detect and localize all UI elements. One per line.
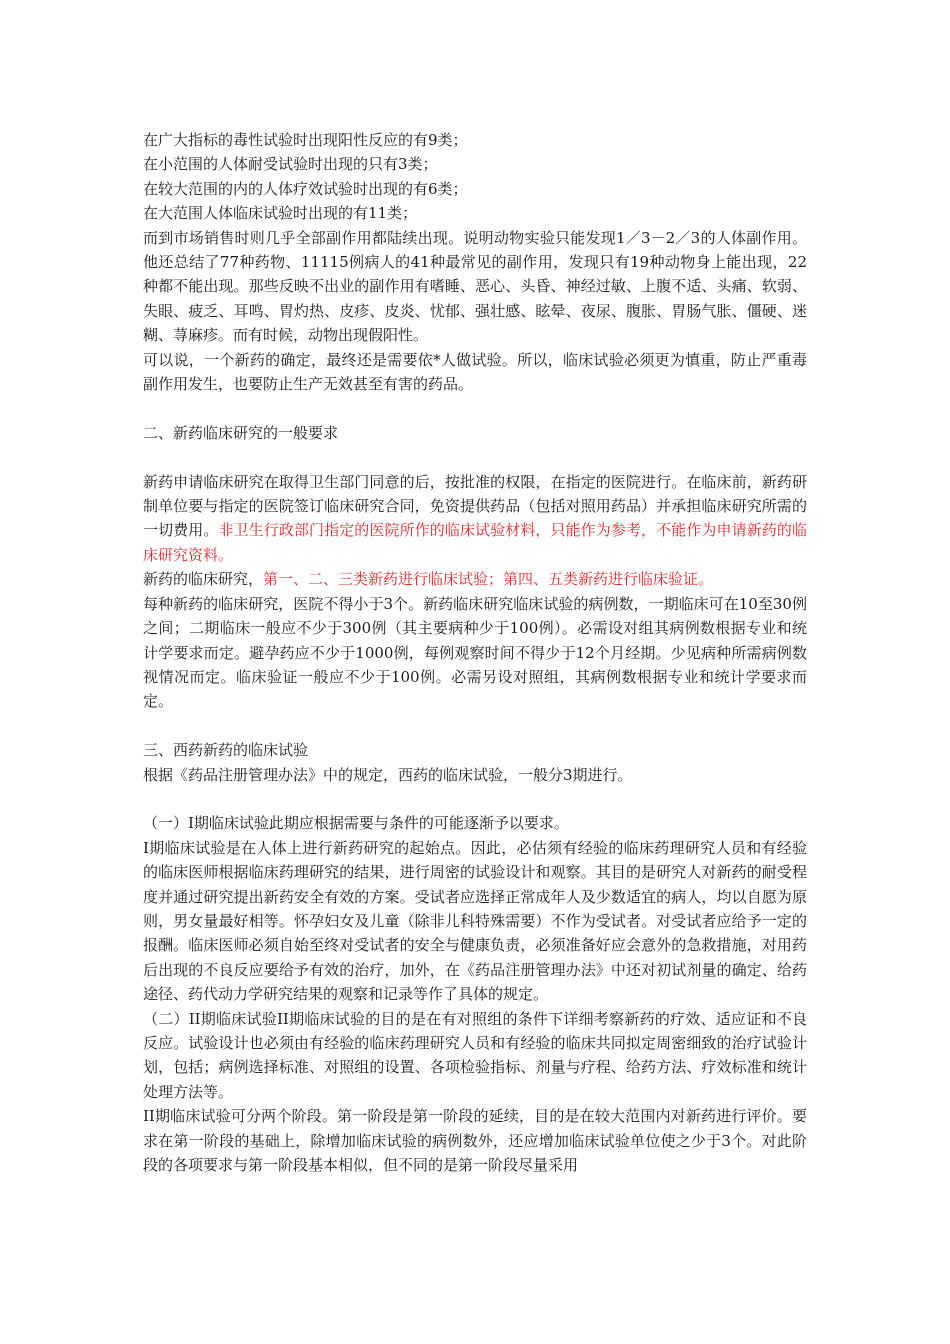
paragraph: 可以说，一个新药的确定，最终还是需要依*人做试验。所以，临床试验必须更为慎重，防止严重毒副作用发生，也要防止生产无效甚至有害的药品。 bbox=[143, 350, 807, 394]
blank-line bbox=[143, 787, 807, 811]
paragraph: I期临床试验是在人体上进行新药研究的起始点。因此，必估须有经验的临床药理研究人员和有经验的临床医师根据临床药理研究的结果，进行周密的试验设计和观察。其目的是研究人对新药的耐受程度并通过研究提出新药安全有效的方案。受试者应选择正常成年人及少数适宜的病人，均以自愿为原则，男女量最好相等。怀孕妇女及儿童（除非儿科特殊需要）不作为受试者。对受试者应给予一定的报酬。临床医师必须自始至终对受试者的安全与健康负责，必须准备好应会意外的急救措施，对用药后出现的不良反应要给予有效的治疗，加外，在《药品注册管理办法》中还对初试剂量的确定、给药途径、药代动力学研究结果的观察和记录等作了具体的规定。 bbox=[143, 838, 807, 1004]
paragraph: 根据《药品注册管理办法》中的规定，西药的临床试验，一般分3期进行。 bbox=[143, 765, 633, 784]
blank-line bbox=[143, 714, 807, 738]
text-run: 新药的临床研究， bbox=[143, 570, 264, 589]
paragraph: （二）II期临床试验II期临床试验的目的是在有对照组的条件下详细考察新药的疗效、适应证和不良反应。试验设计也必须由有经验的临床药理研究人员和有经验的临床共同拟定周密细致的治疗试验计划，包括；病例选择标准、对照组的设置、各项检验指标、剂量与疗程、给药方法、疗效标准和统计处理方法等。 bbox=[143, 1009, 807, 1101]
highlighted-text: 非卫生行政部门指定的医院所作的临床试验材料，只能作为参考，不能作为申请新药的临床研究资料。 bbox=[143, 521, 807, 564]
paragraph: 在广大指标的毒性试验时出现阳性反应的有9类； bbox=[143, 131, 468, 149]
highlighted-text: 第一、二、三类新药进行临床试验；第四、五类新药进行临床验证。 bbox=[263, 570, 714, 589]
document-body bbox=[143, 128, 807, 1177]
blank-line bbox=[143, 445, 807, 469]
section-heading: 三、西药新药的临床试验 bbox=[143, 741, 309, 760]
paragraph bbox=[143, 567, 807, 591]
paragraph: 在小范围的人体耐受试验时出现的只有3类； bbox=[143, 155, 438, 174]
paragraph bbox=[143, 470, 807, 568]
paragraph: II期临床试验可分两个阶段。第一阶段是第一阶段的延续，目的是在较大范围内对新药进行评价。要求在第一阶段的基础上，除增加临床试验的病例数外，还应增加临床试验单位使之少于3个。对此阶段的各项要求与第一阶段基本相似，但不同的是第一阶段尽量采用 bbox=[143, 1107, 807, 1174]
text-run: 新药申请临床研究在取得卫生部门同意的后，按批准的权限，在指定的医院进行。在临床前，新药研制单位要与指定的医院签订临床研究合同，免资提供药品（包括对照用药品）并承担临床研究所需的一切费用。 bbox=[143, 472, 807, 540]
section-heading: 二、新药临床研究的一般要求 bbox=[143, 423, 339, 442]
paragraph: 每种新药的临床研究，医院不得小于3个。新药临床研究临床试验的病例数，一期临床可在10至30例之间；二期临床一般应不少于300例（其主要病种少于100例）。必需设对组其病例数根据专业和统计学要求而定。避孕药应不少于1000例，每例观察时间不得少于12个月经期。少见病种所需病例数视情况而定。临床验证一般应不少于100例。必需另设对照组，其病例数根据专业和统计学要求而定。 bbox=[143, 594, 807, 711]
subsection-heading: （一）I期临床试验此期应根据需要与条件的可能逐渐予以要求。 bbox=[143, 814, 569, 833]
paragraph: 在大范围人体临床试验时出现的有11类； bbox=[143, 204, 418, 223]
blank-line bbox=[143, 396, 807, 420]
paragraph: 而到市场销售时则几乎全部副作用都陆续出现。说明动物实验只能发现1／3－2／3的人体副作用。他还总结了77种药物、11115例病人的41种最常见的副作用，发现只有19种动物身上能出现，22种都不能出现。那些反映不出业的副作用有嗜睡、恶心、头昏、神经过敏、上腹不适、头痛、软弱、失眼、疲乏、耳鸣、胃灼热、皮疹、皮炎、忧郁、强壮感、眩晕、夜尿、腹胀、胃肠气胀、僵硬、迷糊、荨麻疹。而有时候，动物出现假阳性。 bbox=[143, 228, 807, 345]
paragraph: 在较大范围的内的人体疗效试验时出现的有6类； bbox=[143, 179, 468, 198]
